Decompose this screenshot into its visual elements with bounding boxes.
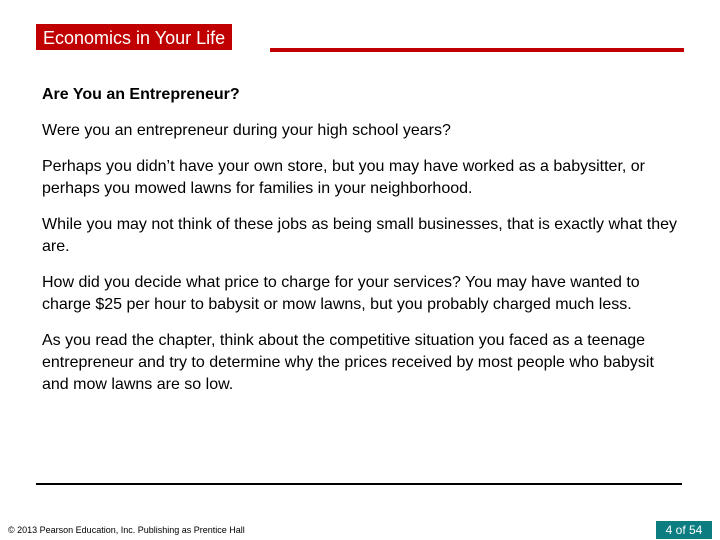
section-title: Economics in Your Life xyxy=(36,24,232,50)
footer-divider xyxy=(36,483,682,485)
paragraph-3: While you may not think of these jobs as being small businesses, that is exactly what they are. xyxy=(42,216,677,255)
copyright-text: © 2013 Pearson Education, Inc. Publishing as Prentice Hall xyxy=(8,525,245,535)
page-number-badge: 4 of 54 xyxy=(656,521,712,539)
slide-content xyxy=(42,84,682,410)
slide-subtitle: Are You an Entrepreneur? xyxy=(42,86,240,103)
header-divider xyxy=(270,48,684,52)
paragraph-5: As you read the chapter, think about the competitive situation you faced as a teenage entrepreneur and try to determine why the prices received by most people who babysit and mow lawns are so low. xyxy=(42,332,654,393)
paragraph-4: How did you decide what price to charge for your services? You may have wanted to charge $25 per hour to babysit or mow lawns, but you probably charged much less. xyxy=(42,274,640,313)
paragraph-1: Were you an entrepreneur during your high school years? xyxy=(42,122,451,139)
paragraph-2: Perhaps you didn’t have your own store, but you may have worked as a babysitter, or perhaps you mowed lawns for families in your neighborhood. xyxy=(42,158,645,197)
